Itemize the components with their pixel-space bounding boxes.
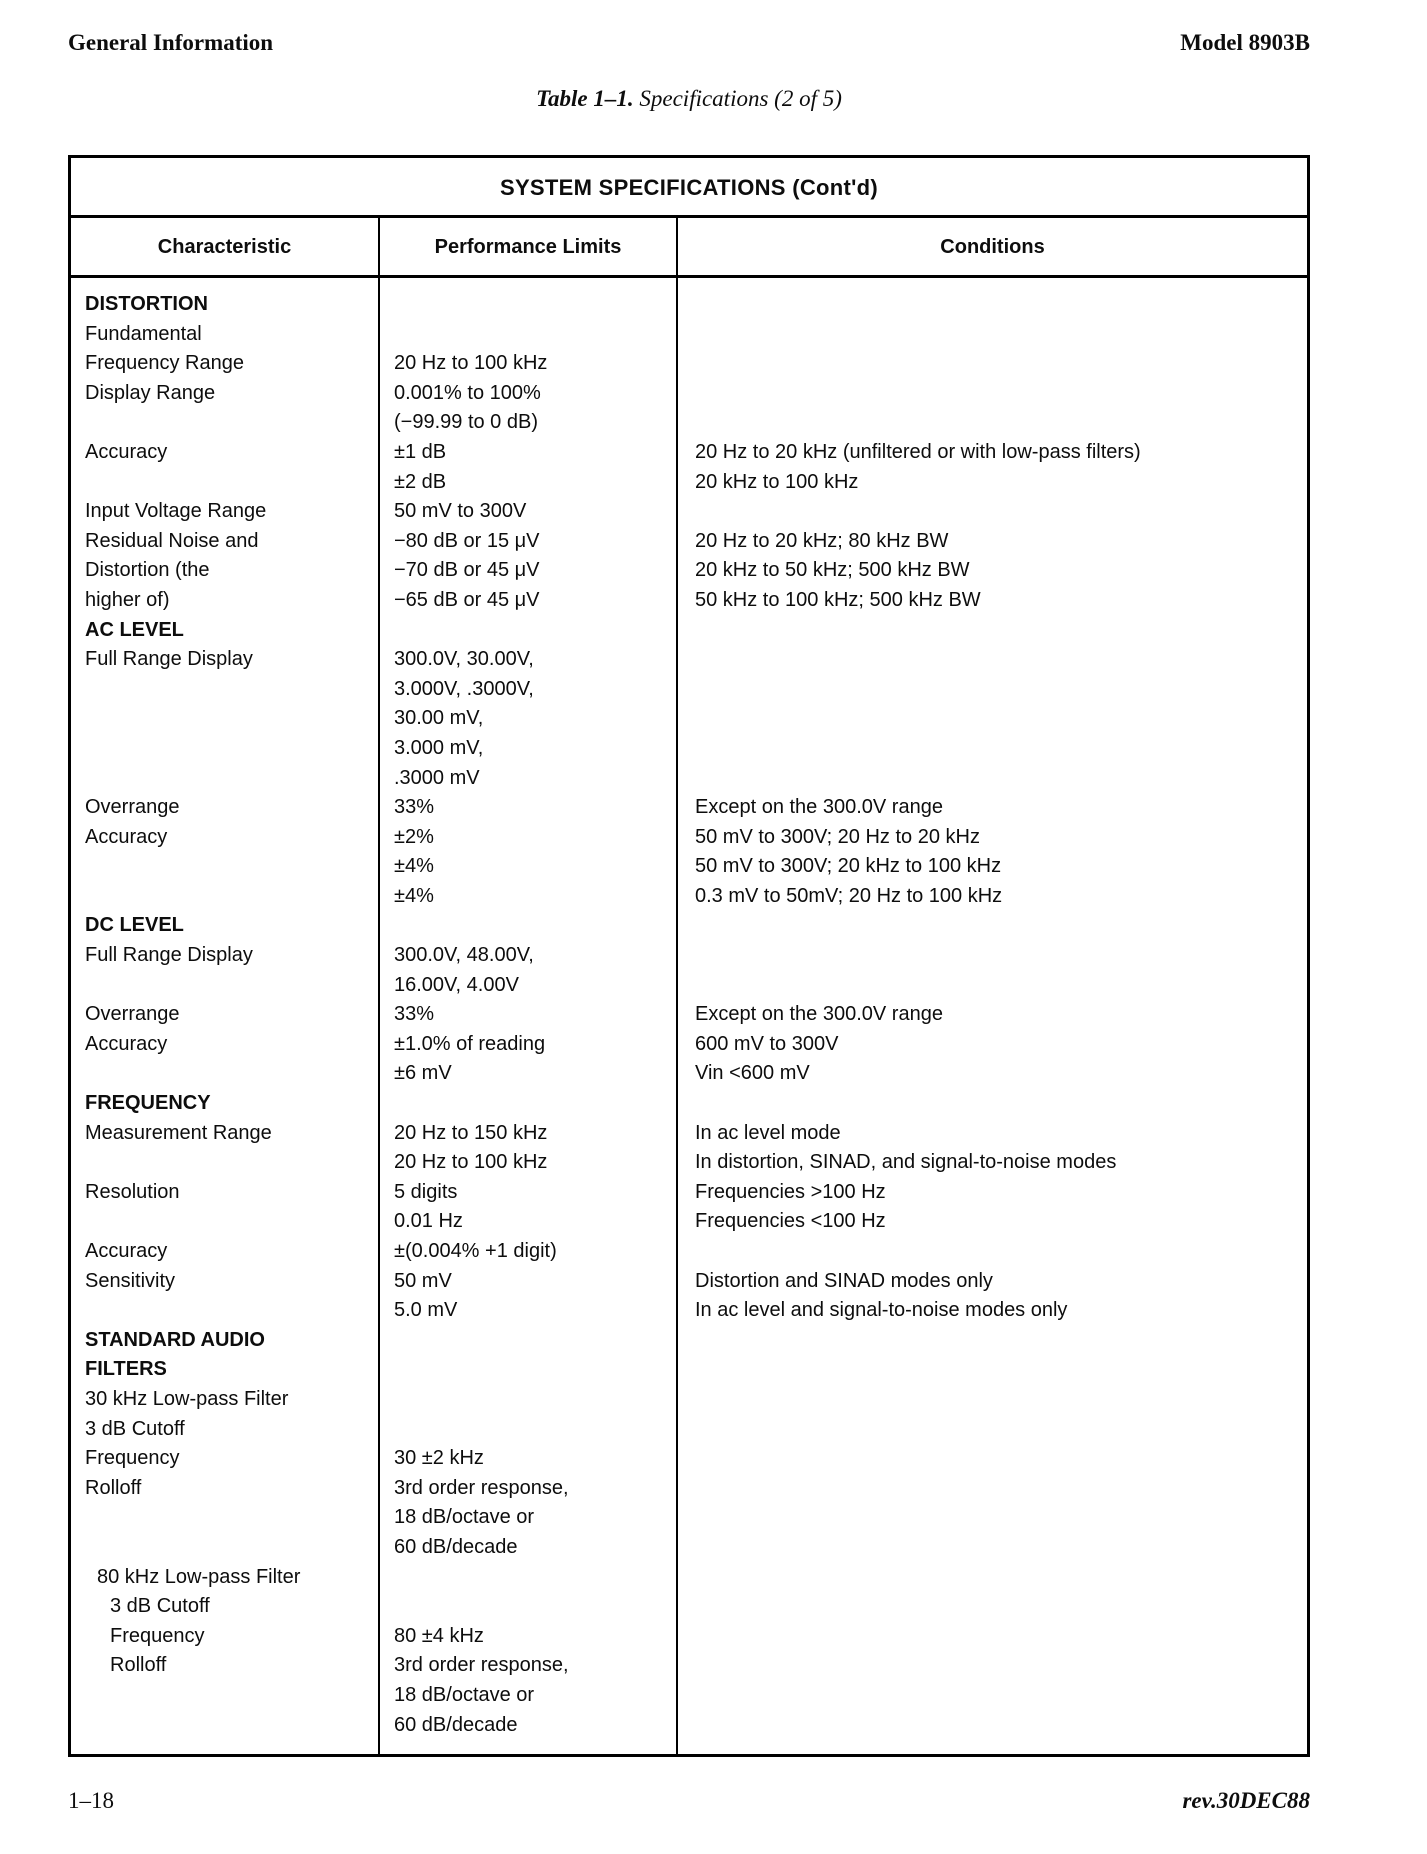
- spec-characteristic: AC LEVEL: [85, 618, 184, 641]
- table-title: SYSTEM SPECIFICATIONS (Cont'd): [71, 158, 1307, 218]
- spec-characteristic: [71, 1503, 378, 1533]
- spec-condition: [678, 1326, 1307, 1356]
- spec-condition: 50 kHz to 100 kHz; 500 kHz BW: [695, 588, 981, 611]
- spec-condition: [678, 971, 1307, 1001]
- spec-condition: [678, 911, 1307, 941]
- characteristic-column: [71, 278, 378, 1754]
- spec-characteristic: Accuracy: [85, 1032, 168, 1055]
- spec-condition: Except on the 300.0V range: [695, 796, 943, 819]
- column-header-performance-limits: Performance Limits: [378, 218, 676, 275]
- spec-performance-limit: 0.001% to 100%: [394, 381, 541, 404]
- spec-condition: [678, 675, 1307, 705]
- spec-condition: 0.3 mV to 50mV; 20 Hz to 100 kHz: [695, 884, 1003, 907]
- spec-performance-limit: 300.0V, 48.00V,: [394, 944, 534, 967]
- page-footer: [68, 1788, 1310, 1814]
- spec-performance-limit: 18 dB/octave or: [394, 1506, 535, 1529]
- spec-condition: Distortion and SINAD modes only: [695, 1269, 993, 1292]
- spec-characteristic: [71, 1148, 378, 1178]
- spec-condition: [678, 941, 1307, 971]
- spec-performance-limit: [380, 1385, 676, 1415]
- spec-condition: [678, 1622, 1307, 1652]
- spec-performance-limit: 3.000 mV,: [394, 736, 484, 759]
- spec-performance-limit: [380, 911, 676, 941]
- spec-performance-limit: [380, 320, 676, 350]
- spec-characteristic: Overrange: [85, 1003, 180, 1026]
- spec-characteristic: DC LEVEL: [85, 914, 184, 937]
- spec-condition: 20 kHz to 100 kHz: [695, 470, 859, 493]
- spec-characteristic: [71, 971, 378, 1001]
- spec-characteristic: [71, 408, 378, 438]
- spec-condition: [678, 320, 1307, 350]
- spec-condition: [678, 1474, 1307, 1504]
- table-caption-number: Table 1–1.: [536, 86, 634, 111]
- spec-performance-limit: 33%: [394, 1003, 435, 1026]
- spec-performance-limit: −70 dB or 45 μV: [394, 559, 540, 582]
- spec-condition: Frequencies >100 Hz: [695, 1180, 886, 1203]
- spec-condition: [678, 704, 1307, 734]
- spec-performance-limit: 30 ±2 kHz: [394, 1447, 484, 1470]
- spec-condition: [678, 616, 1307, 646]
- conditions-column: [676, 278, 1307, 1754]
- spec-characteristic: Distortion (the: [85, 559, 210, 582]
- spec-characteristic: Measurement Range: [85, 1121, 272, 1144]
- spec-performance-limit: 0.01 Hz: [394, 1210, 463, 1233]
- spec-characteristic: Sensitivity: [85, 1269, 176, 1292]
- spec-condition: [678, 1711, 1307, 1741]
- spec-characteristic: [71, 1533, 378, 1563]
- spec-condition: [678, 734, 1307, 764]
- spec-characteristic: [71, 1681, 378, 1711]
- spec-characteristic: Input Voltage Range: [85, 500, 267, 523]
- header-model-number: Model 8903B: [1180, 30, 1310, 55]
- spec-characteristic: [71, 1059, 378, 1089]
- spec-performance-limit: 300.0V, 30.00V,: [394, 648, 534, 671]
- spec-characteristic: Fundamental: [85, 322, 202, 345]
- spec-condition: 50 mV to 300V; 20 Hz to 20 kHz: [695, 825, 980, 848]
- spec-performance-limit: 60 dB/decade: [394, 1713, 518, 1736]
- spec-performance-limit: 20 Hz to 100 kHz: [394, 1151, 548, 1174]
- spec-performance-limit: ±6 mV: [394, 1062, 452, 1085]
- spec-condition: Frequencies <100 Hz: [695, 1210, 886, 1233]
- specifications-table: [68, 155, 1310, 1757]
- spec-condition: 20 Hz to 20 kHz; 80 kHz BW: [695, 529, 949, 552]
- spec-performance-limit: 50 mV to 300V: [394, 500, 527, 523]
- footer-revision: rev.30DEC88: [1182, 1788, 1310, 1813]
- performance-limits-column: [378, 278, 676, 1754]
- spec-characteristic: FILTERS: [85, 1358, 167, 1381]
- spec-performance-limit: 80 ±4 kHz: [394, 1624, 484, 1647]
- spec-characteristic: [71, 734, 378, 764]
- spec-performance-limit: 5 digits: [394, 1180, 458, 1203]
- spec-condition: 50 mV to 300V; 20 kHz to 100 kHz: [695, 855, 1002, 878]
- spec-condition: [678, 1533, 1307, 1563]
- spec-condition: Except on the 300.0V range: [695, 1003, 943, 1026]
- spec-performance-limit: ±2%: [394, 825, 434, 848]
- spec-condition: 20 kHz to 50 kHz; 500 kHz BW: [695, 559, 970, 582]
- spec-condition: In distortion, SINAD, and signal-to-noise modes: [695, 1151, 1117, 1174]
- spec-performance-limit: [380, 1355, 676, 1385]
- spec-characteristic: Frequency Range: [85, 352, 244, 375]
- spec-characteristic: [71, 468, 378, 498]
- spec-performance-limit: −80 dB or 15 μV: [394, 529, 540, 552]
- spec-condition: [678, 1592, 1307, 1622]
- spec-condition: [678, 1651, 1307, 1681]
- spec-characteristic: 3 dB Cutoff: [110, 1595, 210, 1618]
- spec-performance-limit: 60 dB/decade: [394, 1535, 518, 1558]
- spec-characteristic: [71, 1207, 378, 1237]
- footer-page-number: 1–18: [68, 1788, 114, 1813]
- spec-condition: [678, 1681, 1307, 1711]
- spec-performance-limit: [380, 1563, 676, 1593]
- spec-performance-limit: [380, 290, 676, 320]
- table-caption: [68, 86, 1310, 112]
- spec-performance-limit: 20 Hz to 100 kHz: [394, 352, 548, 375]
- spec-condition: In ac level mode: [695, 1121, 841, 1144]
- spec-condition: [678, 1444, 1307, 1474]
- spec-condition: [678, 1503, 1307, 1533]
- spec-characteristic: Full Range Display: [85, 944, 253, 967]
- spec-performance-limit: 3.000V, .3000V,: [394, 677, 534, 700]
- spec-condition: [678, 408, 1307, 438]
- spec-condition: [678, 1415, 1307, 1445]
- spec-characteristic: [71, 882, 378, 912]
- spec-characteristic: 3 dB Cutoff: [85, 1417, 185, 1440]
- spec-condition: [678, 1385, 1307, 1415]
- spec-performance-limit: 20 Hz to 150 kHz: [394, 1121, 548, 1144]
- spec-condition: [678, 379, 1307, 409]
- spec-characteristic: Rolloff: [110, 1654, 167, 1677]
- spec-characteristic: Accuracy: [85, 1240, 168, 1262]
- spec-characteristic: 80 kHz Low-pass Filter: [97, 1565, 301, 1588]
- spec-condition: [678, 645, 1307, 675]
- spec-performance-limit: ±(0.004% +1 digit): [394, 1240, 557, 1262]
- spec-condition: [678, 764, 1307, 794]
- spec-performance-limit: 16.00V, 4.00V: [394, 973, 519, 996]
- spec-characteristic: Rolloff: [85, 1476, 142, 1499]
- spec-performance-limit: 5.0 mV: [394, 1299, 458, 1322]
- spec-characteristic: STANDARD AUDIO: [85, 1328, 265, 1351]
- spec-characteristic: [71, 1711, 378, 1741]
- spec-performance-limit: 3rd order response,: [394, 1476, 569, 1499]
- spec-characteristic: Display Range: [85, 381, 216, 404]
- spec-characteristic: [71, 675, 378, 705]
- spec-characteristic: FREQUENCY: [85, 1092, 211, 1115]
- spec-condition: [678, 1563, 1307, 1593]
- spec-condition: [678, 290, 1307, 320]
- spec-characteristic: Frequency: [110, 1624, 205, 1647]
- spec-characteristic: [71, 704, 378, 734]
- spec-condition: [678, 1237, 1307, 1267]
- spec-performance-limit: (−99.99 to 0 dB): [394, 411, 538, 434]
- spec-characteristic: Accuracy: [85, 440, 168, 463]
- spec-characteristic: DISTORTION: [85, 293, 208, 315]
- spec-performance-limit: 33%: [394, 796, 435, 819]
- spec-characteristic: 30 kHz Low-pass Filter: [85, 1387, 289, 1410]
- spec-condition: 600 mV to 300V: [695, 1032, 839, 1055]
- spec-performance-limit: ±4%: [394, 855, 434, 878]
- spec-characteristic: higher of): [85, 588, 170, 611]
- spec-condition: [678, 497, 1307, 527]
- spec-characteristic: Residual Noise and: [85, 529, 259, 552]
- spec-performance-limit: 50 mV: [394, 1269, 452, 1292]
- header-section-title: General Information: [68, 30, 274, 55]
- spec-performance-limit: 3rd order response,: [394, 1654, 569, 1677]
- spec-performance-limit: −65 dB or 45 μV: [394, 588, 540, 611]
- spec-condition: [678, 1089, 1307, 1119]
- spec-performance-limit: ±2 dB: [394, 470, 447, 493]
- spec-performance-limit: ±4%: [394, 884, 434, 907]
- spec-performance-limit: ±1.0% of reading: [394, 1032, 546, 1055]
- spec-condition: [678, 349, 1307, 379]
- table-body: [71, 278, 1307, 1754]
- spec-performance-limit: [380, 616, 676, 646]
- spec-characteristic: Frequency: [85, 1447, 180, 1470]
- spec-condition: [678, 1355, 1307, 1385]
- spec-performance-limit: ±1 dB: [394, 440, 447, 463]
- spec-characteristic: Resolution: [85, 1180, 180, 1203]
- spec-characteristic: [71, 1296, 378, 1326]
- spec-performance-limit: 30.00 mV,: [394, 707, 484, 730]
- column-header-characteristic: Characteristic: [157, 236, 292, 258]
- table-caption-text: Specifications (2 of 5): [633, 86, 842, 111]
- column-header-conditions: Conditions: [676, 218, 1307, 275]
- spec-characteristic: Overrange: [85, 796, 180, 819]
- spec-condition: Vin <600 mV: [695, 1062, 810, 1085]
- table-column-headers: [71, 218, 1307, 278]
- spec-performance-limit: [380, 1326, 676, 1356]
- spec-characteristic: [71, 852, 378, 882]
- spec-characteristic: Full Range Display: [85, 648, 253, 671]
- spec-performance-limit: [380, 1415, 676, 1445]
- spec-characteristic: [71, 764, 378, 794]
- spec-performance-limit: [380, 1592, 676, 1622]
- spec-performance-limit: .3000 mV: [394, 766, 480, 789]
- spec-performance-limit: [380, 1089, 676, 1119]
- spec-characteristic: Accuracy: [85, 825, 168, 848]
- spec-condition: 20 Hz to 20 kHz (unfiltered or with low-pass filters): [695, 440, 1141, 463]
- spec-performance-limit: 18 dB/octave or: [394, 1683, 535, 1706]
- page-header: [68, 30, 1310, 56]
- spec-condition: In ac level and signal-to-noise modes only: [695, 1299, 1068, 1322]
